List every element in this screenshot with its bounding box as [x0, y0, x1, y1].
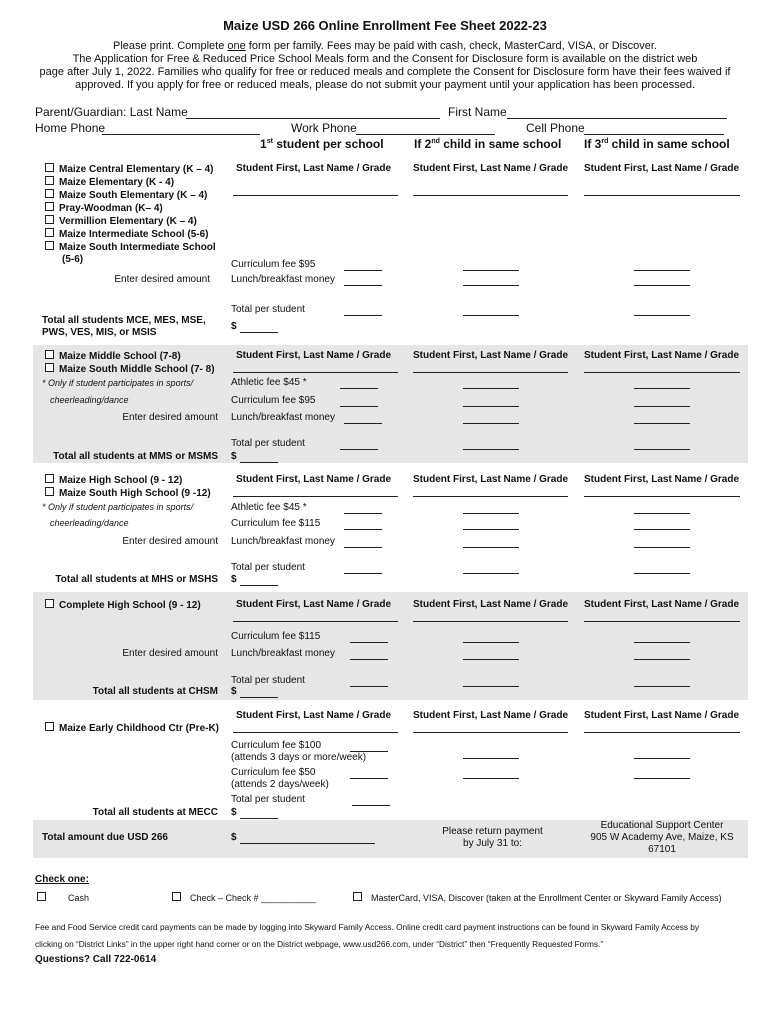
- amount-field[interactable]: [634, 659, 690, 660]
- student-header-1: Student First, Last Name / Grade: [236, 474, 392, 485]
- amount-field[interactable]: [463, 388, 519, 389]
- curriculum-fee-label: Curriculum fee $115: [231, 631, 321, 642]
- amount-field[interactable]: [463, 315, 519, 316]
- student-name-field[interactable]: [584, 732, 740, 733]
- checkbox-icon[interactable]: [45, 350, 54, 359]
- dollar-sign: $: [231, 574, 237, 585]
- student-header-1: Student First, Last Name / Grade: [236, 350, 392, 361]
- school-option[interactable]: Maize Elementary (K - 4): [45, 176, 216, 189]
- parent-first-name-field[interactable]: [507, 118, 727, 119]
- amount-field[interactable]: [463, 406, 519, 407]
- column-second-child: If 2nd child in same school: [414, 137, 562, 151]
- amount-field[interactable]: [350, 778, 388, 779]
- dollar-sign: $: [231, 321, 237, 332]
- checkbox-icon[interactable]: [45, 176, 54, 185]
- checkbox-icon[interactable]: [45, 189, 54, 198]
- student-header-3: Student First, Last Name / Grade: [584, 163, 740, 174]
- student-name-field[interactable]: [584, 496, 740, 497]
- dollar-sign: $: [231, 686, 237, 697]
- amount-field[interactable]: [463, 449, 519, 450]
- home-phone-label: Home Phone: [35, 121, 106, 135]
- school-option[interactable]: Maize Central Elementary (K – 4): [45, 163, 216, 176]
- work-phone-label: Work Phone: [291, 121, 357, 135]
- cell-phone-label: Cell Phone: [526, 121, 585, 135]
- student-name-field[interactable]: [413, 621, 568, 622]
- sports-note: * Only if student participates in sports/: [42, 502, 194, 512]
- amount-field[interactable]: [463, 285, 519, 286]
- questions-contact: Questions? Call 722-0614: [35, 954, 157, 965]
- student-name-field[interactable]: [584, 372, 740, 373]
- school-option[interactable]: Maize Middle School (7-8): [45, 350, 215, 363]
- total-field[interactable]: [240, 697, 278, 698]
- amount-field[interactable]: [634, 642, 690, 643]
- parent-last-name-label: Parent/Guardian: Last Name: [35, 105, 188, 119]
- amount-field[interactable]: [350, 751, 388, 752]
- school-option[interactable]: Maize South High School (9 -12): [45, 487, 211, 500]
- student-header-3: Student First, Last Name / Grade: [584, 599, 740, 610]
- student-name-field[interactable]: [233, 195, 398, 196]
- checkbox-icon[interactable]: [353, 892, 362, 901]
- return-payment-note: Please return payment by July 31 to:: [442, 826, 543, 849]
- amount-field[interactable]: [344, 270, 382, 271]
- footer-note-line-2: clicking on “District Links” in the upper right hand corner or on the District webpage, www.usd266.com, under “District” then “Frequently Requested Forms.”: [35, 939, 604, 949]
- school-option[interactable]: Maize Intermediate School (5-6): [45, 228, 216, 241]
- dollar-sign: $: [231, 451, 237, 462]
- amount-field[interactable]: [350, 686, 388, 687]
- checkbox-icon[interactable]: [45, 722, 54, 731]
- amount-field[interactable]: [352, 805, 390, 806]
- checkbox-icon[interactable]: [45, 599, 54, 608]
- student-header-2: Student First, Last Name / Grade: [413, 710, 569, 721]
- sports-note: * Only if student participates in sports/: [42, 378, 194, 388]
- lunch-label: Lunch/breakfast money: [231, 536, 335, 547]
- student-header-3: Student First, Last Name / Grade: [584, 710, 740, 721]
- school-option[interactable]: Maize South Middle School (7- 8): [45, 363, 215, 376]
- column-first-student: 1st student per school: [260, 137, 384, 151]
- school-option[interactable]: Pray-Woodman (K– 4): [45, 202, 216, 215]
- elementary-school-list: Maize Central Elementary (K – 4) Maize Elementary (K - 4) Maize South Elementary (K – 4) Pray-Woodman (K– 4) Vermillion Elementary (K – 4) Maize Intermediate School (5-6) Maize South Intermediate School (5-6): [45, 163, 216, 266]
- lunch-label: Lunch/breakfast money: [231, 274, 335, 285]
- amount-field[interactable]: [463, 573, 519, 574]
- curriculum-fee-label: Curriculum fee $95: [231, 259, 316, 270]
- work-phone-field[interactable]: [356, 134, 495, 135]
- checkbox-icon[interactable]: [45, 487, 54, 496]
- amount-field[interactable]: [350, 659, 388, 660]
- dollar-sign: $: [231, 832, 237, 843]
- athletic-fee-label: Athletic fee $45 *: [231, 502, 307, 513]
- amount-field[interactable]: [340, 388, 378, 389]
- student-name-field[interactable]: [413, 195, 568, 196]
- school-option[interactable]: Maize South Intermediate School: [45, 241, 216, 254]
- amount-field[interactable]: [463, 758, 519, 759]
- student-header-2: Student First, Last Name / Grade: [413, 163, 569, 174]
- student-header-1: Student First, Last Name / Grade: [236, 599, 392, 610]
- total-per-student-label: Total per student: [231, 675, 305, 686]
- total-field[interactable]: [240, 818, 278, 819]
- amount-field[interactable]: [344, 513, 382, 514]
- athletic-fee-label: Athletic fee $45 *: [231, 377, 307, 388]
- amount-field[interactable]: [350, 642, 388, 643]
- sports-note-cont: cheerleading/dance: [50, 395, 129, 405]
- student-header-2: Student First, Last Name / Grade: [413, 474, 569, 485]
- total-due-label: Total amount due USD 266: [42, 832, 168, 843]
- student-name-field[interactable]: [233, 372, 398, 373]
- intro-line-1: Please print. Complete one form per family. Fees may be paid with cash, check, MasterCard, VISA, or Discover.: [113, 40, 657, 52]
- parent-first-name-label: First Name: [448, 105, 507, 119]
- amount-field[interactable]: [463, 686, 519, 687]
- student-name-field[interactable]: [584, 621, 740, 622]
- page-title: Maize USD 266 Online Enrollment Fee Sheet 2022-23: [223, 18, 547, 33]
- column-third-child: If 3rd child in same school: [584, 137, 730, 151]
- amount-field[interactable]: [344, 285, 382, 286]
- checkbox-icon[interactable]: [45, 241, 54, 250]
- student-name-field[interactable]: [233, 496, 398, 497]
- total-per-student-label: Total per student: [231, 794, 305, 805]
- enter-amount-label: Enter desired amount: [122, 412, 218, 423]
- amount-field[interactable]: [340, 406, 378, 407]
- amount-field[interactable]: [340, 449, 378, 450]
- amount-field[interactable]: [463, 513, 519, 514]
- student-name-field[interactable]: [233, 732, 398, 733]
- amount-field[interactable]: [344, 315, 382, 316]
- enter-amount-label: Enter desired amount: [122, 648, 218, 659]
- amount-field[interactable]: [463, 270, 519, 271]
- high-total-label: Total all students at MHS or MSHS: [55, 574, 218, 585]
- student-name-field[interactable]: [413, 372, 568, 373]
- amount-field[interactable]: [463, 423, 519, 424]
- payment-option-check[interactable]: Check – Check # ___________: [172, 892, 316, 903]
- lunch-label: Lunch/breakfast money: [231, 648, 335, 659]
- checkbox-icon[interactable]: [45, 474, 54, 483]
- school-option[interactable]: Maize South Elementary (K – 4): [45, 189, 216, 202]
- elementary-total-label: Total all students MCE, MES, MSE, PWS, VES, MIS, or MSIS: [42, 315, 206, 338]
- school-option[interactable]: Maize Early Childhood Ctr (Pre-K): [45, 722, 219, 734]
- student-header-3: Student First, Last Name / Grade: [584, 474, 740, 485]
- dollar-sign: $: [231, 807, 237, 818]
- checkbox-icon[interactable]: [172, 892, 181, 901]
- enter-amount-label: Enter desired amount: [114, 274, 210, 285]
- amount-field[interactable]: [634, 573, 690, 574]
- intro-line-2: The Application for Free & Reduced Price School Meals form and the Consent for Disclosure form is available on the district web: [72, 53, 698, 65]
- amount-field[interactable]: [463, 778, 519, 779]
- student-header-1: Student First, Last Name / Grade: [236, 710, 392, 721]
- enter-amount-label: Enter desired amount: [122, 536, 218, 547]
- student-header-1: Student First, Last Name / Grade: [236, 163, 392, 174]
- checkbox-icon[interactable]: [37, 892, 46, 901]
- amount-field[interactable]: [634, 270, 690, 271]
- amount-field[interactable]: [463, 659, 519, 660]
- parent-last-name-field[interactable]: [186, 118, 440, 119]
- checkbox-icon[interactable]: [45, 202, 54, 211]
- high-school-list: [45, 474, 211, 500]
- sports-note-cont: cheerleading/dance: [50, 518, 129, 528]
- amount-field[interactable]: [634, 423, 690, 424]
- school-option[interactable]: Complete High School (9 - 12): [45, 599, 201, 611]
- middle-school-list: [45, 350, 215, 376]
- amount-field[interactable]: [634, 388, 690, 389]
- amount-field[interactable]: [344, 573, 382, 574]
- total-per-student-label: Total per student: [231, 304, 305, 315]
- amount-field[interactable]: [634, 778, 690, 779]
- amount-field[interactable]: [344, 547, 382, 548]
- amount-field[interactable]: [634, 285, 690, 286]
- checkbox-icon[interactable]: [45, 163, 54, 172]
- school-option[interactable]: Vermillion Elementary (K – 4): [45, 215, 216, 228]
- amount-field[interactable]: [463, 547, 519, 548]
- amount-field[interactable]: [634, 315, 690, 316]
- footer-note-line-1: Fee and Food Service credit card payments can be made by logging into Skyward Family Access. Online credit card payment instructions can be found in Skyward Family Access by: [35, 922, 700, 932]
- checkbox-icon[interactable]: [45, 215, 54, 224]
- total-per-student-label: Total per student: [231, 438, 305, 449]
- student-name-field[interactable]: [413, 496, 568, 497]
- return-address: Educational Support Center 905 W Academy Ave, Maize, KS 67101: [590, 820, 734, 855]
- amount-field[interactable]: [634, 513, 690, 514]
- curriculum-fee-label: Curriculum fee $95: [231, 395, 316, 406]
- amount-field[interactable]: [344, 423, 382, 424]
- checkbox-icon[interactable]: [45, 363, 54, 372]
- check-one-label: Check one:: [35, 874, 89, 885]
- amount-field[interactable]: [634, 758, 690, 759]
- early-total-label: Total all students at MECC: [92, 807, 218, 818]
- amount-field[interactable]: [634, 547, 690, 548]
- total-per-student-label: Total per student: [231, 562, 305, 573]
- amount-field[interactable]: [634, 686, 690, 687]
- checkbox-icon[interactable]: [45, 228, 54, 237]
- amount-field[interactable]: [463, 642, 519, 643]
- amount-field[interactable]: [344, 529, 382, 530]
- school-option[interactable]: Maize High School (9 - 12): [45, 474, 211, 487]
- intro-line-4: approved. If you apply for free or reduced meals, please do not submit your payment until your application has been processed.: [74, 79, 696, 91]
- total-field[interactable]: [240, 332, 278, 333]
- student-name-field[interactable]: [413, 732, 568, 733]
- curriculum-fee-3day-label: Curriculum fee $100 (attends 3 days or more/week): [231, 740, 367, 763]
- payment-option-cash[interactable]: Cash: [37, 892, 89, 903]
- student-name-field[interactable]: [584, 195, 740, 196]
- intro-line-3: page after July 1, 2022. Families who qualify for free or reduced meals and complete the Consent for Disclosure form have their fees waived if: [39, 66, 731, 78]
- total-due-field[interactable]: [240, 843, 375, 844]
- amount-field[interactable]: [634, 529, 690, 530]
- curriculum-fee-2day-label: Curriculum fee $50 (attends 2 days/week): [231, 767, 329, 790]
- home-phone-field[interactable]: [102, 134, 260, 135]
- amount-field[interactable]: [634, 449, 690, 450]
- student-header-2: Student First, Last Name / Grade: [413, 350, 569, 361]
- student-header-3: Student First, Last Name / Grade: [584, 350, 740, 361]
- student-name-field[interactable]: [233, 621, 398, 622]
- complete-total-label: Total all students at CHSM: [92, 686, 218, 697]
- cell-phone-field[interactable]: [584, 134, 724, 135]
- student-header-2: Student First, Last Name / Grade: [413, 599, 569, 610]
- amount-field[interactable]: [634, 406, 690, 407]
- total-field[interactable]: [240, 462, 278, 463]
- total-field[interactable]: [240, 585, 278, 586]
- middle-total-label: Total all students at MMS or MSMS: [53, 451, 218, 462]
- curriculum-fee-label: Curriculum fee $115: [231, 518, 321, 529]
- lunch-label: Lunch/breakfast money: [231, 412, 335, 423]
- payment-option-card[interactable]: MasterCard, VISA, Discover (taken at the Enrollment Center or Skyward Family Access): [353, 892, 722, 903]
- amount-field[interactable]: [463, 529, 519, 530]
